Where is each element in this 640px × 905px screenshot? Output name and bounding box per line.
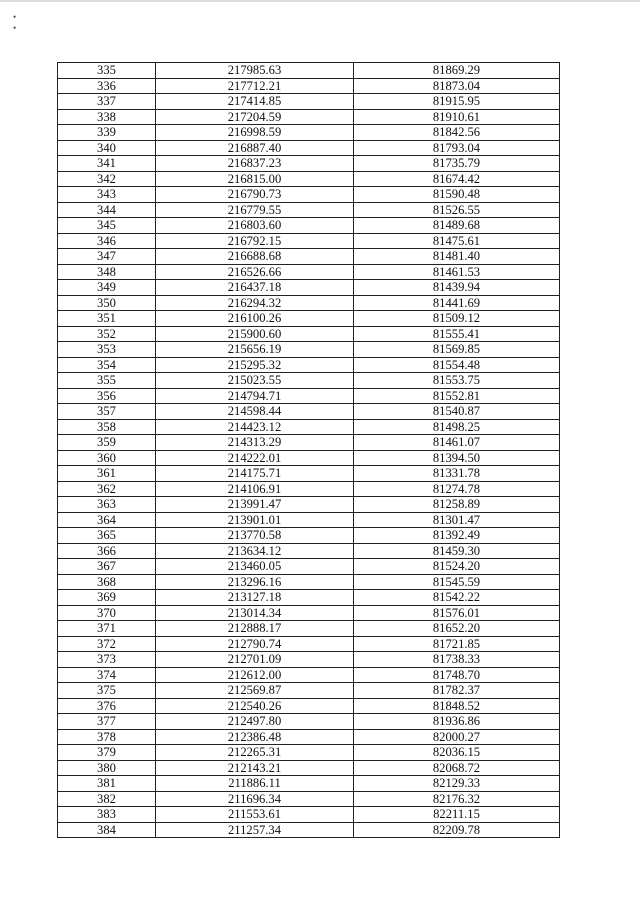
point-number-cell: 345: [58, 218, 156, 234]
point-number-cell: 351: [58, 311, 156, 327]
point-number-cell: 378: [58, 729, 156, 745]
x-coordinate-cell: 212540.26: [156, 698, 354, 714]
x-coordinate-cell: 216792.15: [156, 233, 354, 249]
x-coordinate-cell: 212790.74: [156, 636, 354, 652]
y-coordinate-cell: 81498.25: [354, 419, 560, 435]
x-coordinate-cell: 214598.44: [156, 404, 354, 420]
table-row: [58, 264, 560, 280]
point-number-cell: 337: [58, 94, 156, 110]
table-row: [58, 435, 560, 451]
table-row: [58, 156, 560, 172]
point-number-cell: 372: [58, 636, 156, 652]
y-coordinate-cell: 82211.15: [354, 807, 560, 823]
y-coordinate-cell: 81394.50: [354, 450, 560, 466]
point-number-cell: 338: [58, 109, 156, 125]
x-coordinate-cell: 213460.05: [156, 559, 354, 575]
y-coordinate-cell: 81738.33: [354, 652, 560, 668]
point-number-cell: 355: [58, 373, 156, 389]
x-coordinate-cell: 216998.59: [156, 125, 354, 141]
table-row: [58, 140, 560, 156]
point-number-cell: 339: [58, 125, 156, 141]
y-coordinate-cell: 81552.81: [354, 388, 560, 404]
y-coordinate-cell: 82036.15: [354, 745, 560, 761]
y-coordinate-cell: 81545.59: [354, 574, 560, 590]
table-row: [58, 404, 560, 420]
y-coordinate-cell: 82000.27: [354, 729, 560, 745]
point-number-cell: 352: [58, 326, 156, 342]
y-coordinate-cell: 81590.48: [354, 187, 560, 203]
table-row: [58, 481, 560, 497]
x-coordinate-cell: 215295.32: [156, 357, 354, 373]
point-number-cell: 341: [58, 156, 156, 172]
y-coordinate-cell: 81793.04: [354, 140, 560, 156]
table-row: [58, 574, 560, 590]
table-row: [58, 249, 560, 265]
x-coordinate-cell: 214175.71: [156, 466, 354, 482]
y-coordinate-cell: 81553.75: [354, 373, 560, 389]
table-row: [58, 373, 560, 389]
x-coordinate-cell: 212386.48: [156, 729, 354, 745]
point-number-cell: 360: [58, 450, 156, 466]
table-row: [58, 218, 560, 234]
table-row: [58, 311, 560, 327]
y-coordinate-cell: 81459.30: [354, 543, 560, 559]
table-row: [58, 187, 560, 203]
point-number-cell: 354: [58, 357, 156, 373]
y-coordinate-cell: 81542.22: [354, 590, 560, 606]
point-number-cell: 363: [58, 497, 156, 513]
x-coordinate-cell: 213991.47: [156, 497, 354, 513]
table-row: [58, 171, 560, 187]
point-number-cell: 370: [58, 605, 156, 621]
table-row: [58, 94, 560, 110]
x-coordinate-cell: 216815.00: [156, 171, 354, 187]
x-coordinate-cell: 214313.29: [156, 435, 354, 451]
point-number-cell: 344: [58, 202, 156, 218]
x-coordinate-cell: 216437.18: [156, 280, 354, 296]
y-coordinate-cell: 81873.04: [354, 78, 560, 94]
point-number-cell: 364: [58, 512, 156, 528]
y-coordinate-cell: 81441.69: [354, 295, 560, 311]
point-number-cell: 371: [58, 621, 156, 637]
y-coordinate-cell: 81576.01: [354, 605, 560, 621]
x-coordinate-cell: 213014.34: [156, 605, 354, 621]
point-number-cell: 342: [58, 171, 156, 187]
y-coordinate-cell: 81915.95: [354, 94, 560, 110]
table-row: [58, 559, 560, 575]
table-row: [58, 202, 560, 218]
table-row: [58, 280, 560, 296]
point-number-cell: 380: [58, 760, 156, 776]
y-coordinate-cell: 81331.78: [354, 466, 560, 482]
y-coordinate-cell: 81489.68: [354, 218, 560, 234]
coordinates-table-body: [58, 63, 560, 838]
point-number-cell: 343: [58, 187, 156, 203]
table-row: [58, 683, 560, 699]
scan-dot-mark: •: [13, 23, 17, 33]
table-row: [58, 636, 560, 652]
point-number-cell: 353: [58, 342, 156, 358]
x-coordinate-cell: 212701.09: [156, 652, 354, 668]
point-number-cell: 365: [58, 528, 156, 544]
point-number-cell: 367: [58, 559, 156, 575]
table-row: [58, 466, 560, 482]
table-row: [58, 760, 560, 776]
table-row: [58, 78, 560, 94]
table-row: [58, 125, 560, 141]
x-coordinate-cell: 216294.32: [156, 295, 354, 311]
point-number-cell: 382: [58, 791, 156, 807]
point-number-cell: 384: [58, 822, 156, 838]
point-number-cell: 362: [58, 481, 156, 497]
table-row: [58, 667, 560, 683]
y-coordinate-cell: 81910.61: [354, 109, 560, 125]
coordinates-table: [57, 62, 560, 838]
point-number-cell: 379: [58, 745, 156, 761]
table-row: [58, 326, 560, 342]
x-coordinate-cell: 212888.17: [156, 621, 354, 637]
point-number-cell: 381: [58, 776, 156, 792]
point-number-cell: 358: [58, 419, 156, 435]
table-row: [58, 388, 560, 404]
table-row: [58, 776, 560, 792]
y-coordinate-cell: 81461.53: [354, 264, 560, 280]
y-coordinate-cell: 81936.86: [354, 714, 560, 730]
x-coordinate-cell: 211553.61: [156, 807, 354, 823]
point-number-cell: 383: [58, 807, 156, 823]
table-row: [58, 512, 560, 528]
table-row: [58, 543, 560, 559]
x-coordinate-cell: 211886.11: [156, 776, 354, 792]
y-coordinate-cell: 81274.78: [354, 481, 560, 497]
y-coordinate-cell: 81301.47: [354, 512, 560, 528]
x-coordinate-cell: 215900.60: [156, 326, 354, 342]
x-coordinate-cell: 214794.71: [156, 388, 354, 404]
table-row: [58, 419, 560, 435]
table-row: [58, 528, 560, 544]
y-coordinate-cell: 81721.85: [354, 636, 560, 652]
y-coordinate-cell: 82068.72: [354, 760, 560, 776]
point-number-cell: 335: [58, 63, 156, 79]
x-coordinate-cell: 212265.31: [156, 745, 354, 761]
table-row: [58, 791, 560, 807]
x-coordinate-cell: 216779.55: [156, 202, 354, 218]
table-row: [58, 714, 560, 730]
point-number-cell: 349: [58, 280, 156, 296]
y-coordinate-cell: 81869.29: [354, 63, 560, 79]
y-coordinate-cell: 81842.56: [354, 125, 560, 141]
point-number-cell: 369: [58, 590, 156, 606]
page-top-edge: [0, 0, 640, 2]
x-coordinate-cell: 217204.59: [156, 109, 354, 125]
x-coordinate-cell: 214106.91: [156, 481, 354, 497]
point-number-cell: 346: [58, 233, 156, 249]
x-coordinate-cell: 217985.63: [156, 63, 354, 79]
point-number-cell: 376: [58, 698, 156, 714]
x-coordinate-cell: 214423.12: [156, 419, 354, 435]
y-coordinate-cell: 82209.78: [354, 822, 560, 838]
x-coordinate-cell: 214222.01: [156, 450, 354, 466]
point-number-cell: 368: [58, 574, 156, 590]
table-row: [58, 822, 560, 838]
x-coordinate-cell: 216100.26: [156, 311, 354, 327]
y-coordinate-cell: 81674.42: [354, 171, 560, 187]
table-row: [58, 342, 560, 358]
table-row: [58, 450, 560, 466]
x-coordinate-cell: 212612.00: [156, 667, 354, 683]
y-coordinate-cell: 81555.41: [354, 326, 560, 342]
y-coordinate-cell: 81439.94: [354, 280, 560, 296]
x-coordinate-cell: 213127.18: [156, 590, 354, 606]
point-number-cell: 359: [58, 435, 156, 451]
table-row: [58, 590, 560, 606]
point-number-cell: 373: [58, 652, 156, 668]
x-coordinate-cell: 215656.19: [156, 342, 354, 358]
x-coordinate-cell: 213770.58: [156, 528, 354, 544]
x-coordinate-cell: 217414.85: [156, 94, 354, 110]
point-number-cell: 336: [58, 78, 156, 94]
point-number-cell: 340: [58, 140, 156, 156]
table-row: [58, 698, 560, 714]
x-coordinate-cell: 215023.55: [156, 373, 354, 389]
table-row: [58, 497, 560, 513]
point-number-cell: 375: [58, 683, 156, 699]
table-row: [58, 807, 560, 823]
y-coordinate-cell: 81481.40: [354, 249, 560, 265]
table-row: [58, 652, 560, 668]
y-coordinate-cell: 81782.37: [354, 683, 560, 699]
scan-dot-mark: •: [13, 12, 17, 22]
point-number-cell: 377: [58, 714, 156, 730]
point-number-cell: 374: [58, 667, 156, 683]
x-coordinate-cell: 216803.60: [156, 218, 354, 234]
point-number-cell: 366: [58, 543, 156, 559]
y-coordinate-cell: 81258.89: [354, 497, 560, 513]
x-coordinate-cell: 213296.16: [156, 574, 354, 590]
y-coordinate-cell: 81475.61: [354, 233, 560, 249]
y-coordinate-cell: 81509.12: [354, 311, 560, 327]
x-coordinate-cell: 216790.73: [156, 187, 354, 203]
y-coordinate-cell: 81748.70: [354, 667, 560, 683]
point-number-cell: 350: [58, 295, 156, 311]
point-number-cell: 361: [58, 466, 156, 482]
x-coordinate-cell: 211696.34: [156, 791, 354, 807]
table-row: [58, 295, 560, 311]
table-row: [58, 233, 560, 249]
point-number-cell: 348: [58, 264, 156, 280]
x-coordinate-cell: 216837.23: [156, 156, 354, 172]
y-coordinate-cell: 81569.85: [354, 342, 560, 358]
table-row: [58, 621, 560, 637]
x-coordinate-cell: 216887.40: [156, 140, 354, 156]
y-coordinate-cell: 81540.87: [354, 404, 560, 420]
y-coordinate-cell: 81526.55: [354, 202, 560, 218]
y-coordinate-cell: 81554.48: [354, 357, 560, 373]
y-coordinate-cell: 82176.32: [354, 791, 560, 807]
point-number-cell: 347: [58, 249, 156, 265]
x-coordinate-cell: 212497.80: [156, 714, 354, 730]
x-coordinate-cell: 212569.87: [156, 683, 354, 699]
point-number-cell: 356: [58, 388, 156, 404]
table-row: [58, 745, 560, 761]
table-row: [58, 729, 560, 745]
table-row: [58, 63, 560, 79]
y-coordinate-cell: 82129.33: [354, 776, 560, 792]
x-coordinate-cell: 217712.21: [156, 78, 354, 94]
x-coordinate-cell: 212143.21: [156, 760, 354, 776]
y-coordinate-cell: 81524.20: [354, 559, 560, 575]
y-coordinate-cell: 81652.20: [354, 621, 560, 637]
point-number-cell: 357: [58, 404, 156, 420]
x-coordinate-cell: 211257.34: [156, 822, 354, 838]
table-row: [58, 605, 560, 621]
x-coordinate-cell: 213901.01: [156, 512, 354, 528]
y-coordinate-cell: 81735.79: [354, 156, 560, 172]
table-row: [58, 109, 560, 125]
x-coordinate-cell: 216688.68: [156, 249, 354, 265]
y-coordinate-cell: 81848.52: [354, 698, 560, 714]
y-coordinate-cell: 81392.49: [354, 528, 560, 544]
table-row: [58, 357, 560, 373]
x-coordinate-cell: 216526.66: [156, 264, 354, 280]
x-coordinate-cell: 213634.12: [156, 543, 354, 559]
y-coordinate-cell: 81461.07: [354, 435, 560, 451]
